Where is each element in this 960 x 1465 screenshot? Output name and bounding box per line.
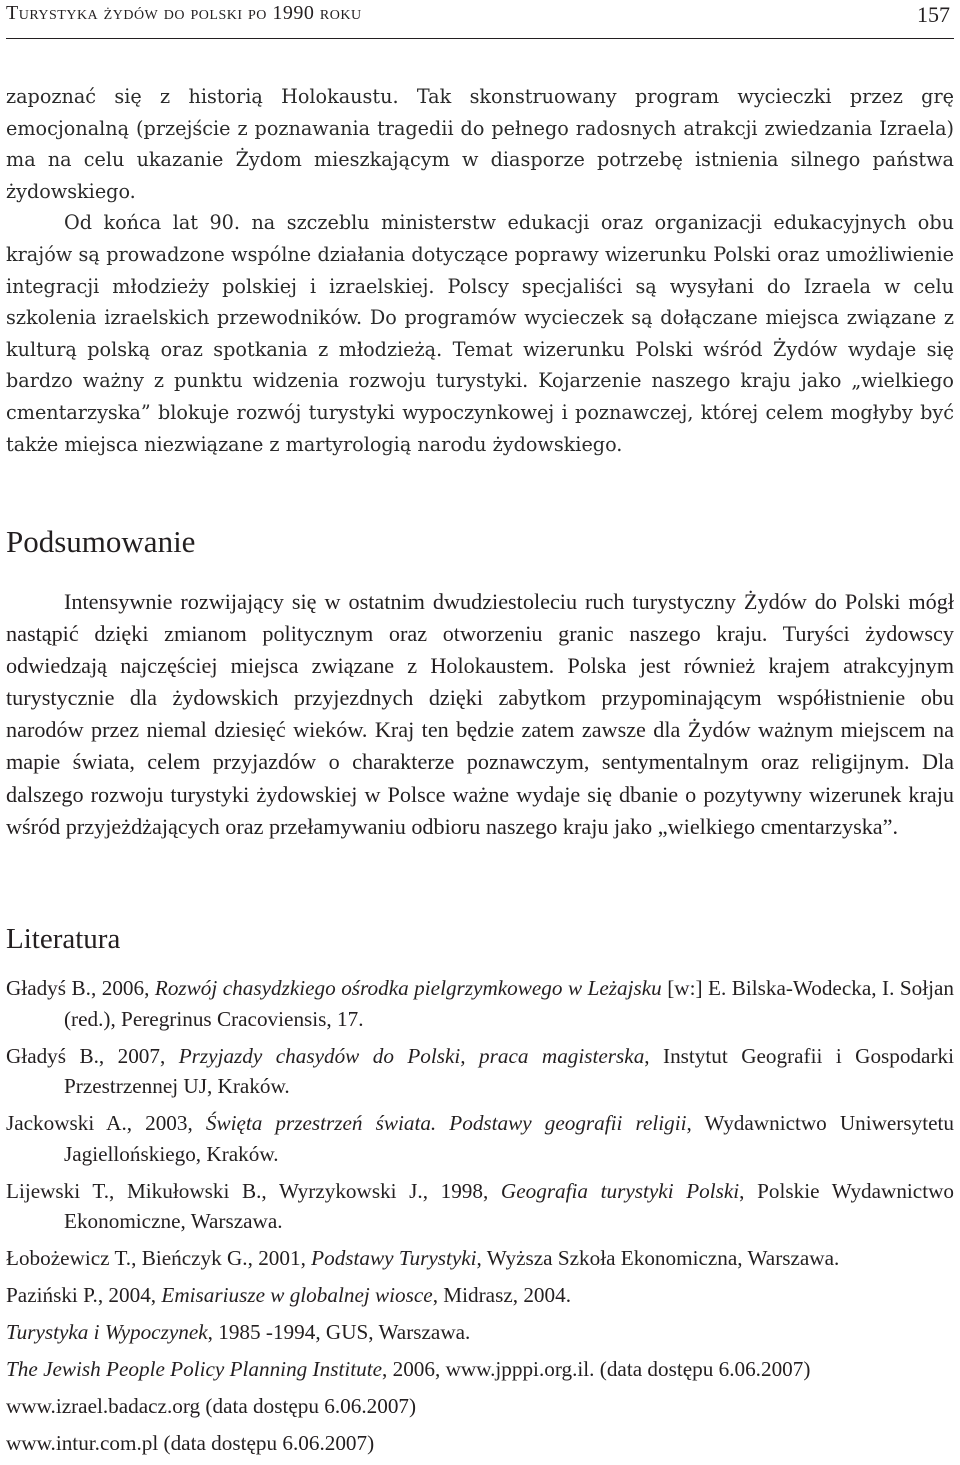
reference-item (6, 1176, 954, 1237)
reference-author: Jackowski A., 2003, (6, 1111, 206, 1135)
reference-details: , Wyższa Szkoła Ekonomiczna, Warszawa. (476, 1246, 840, 1270)
reference-author: Łobożewicz T., Bieńczyk G., 2001, (6, 1246, 312, 1270)
section-heading-summary: Podsumowanie (6, 524, 196, 559)
section-heading-literature: Literatura (6, 923, 121, 955)
reference-list (6, 973, 954, 1465)
reference-title: Święta przestrzeń świata. Podstawy geografii religii (205, 1111, 687, 1135)
reference-details: , Midrasz, 2004. (432, 1283, 571, 1307)
reference-item (6, 1108, 954, 1169)
reference-details: , 1985 -1994, GUS, Warszawa. (207, 1320, 471, 1344)
reference-item (6, 1243, 954, 1274)
running-header (6, 2, 954, 39)
reference-details: , Instytut Geografii i Gospodarki Przestrzennej UJ, Kraków. (64, 1043, 954, 1098)
reference-details: , 2006, www.jpppi.org.il. (data dostępu 6.06.2007) (382, 1357, 811, 1381)
intro-text (6, 81, 954, 460)
reference-item (6, 1354, 954, 1385)
reference-title: Emisariusze w globalnej wiosce (161, 1283, 433, 1307)
reference-url: www.izrael.badacz.org (data dostępu 6.06.2007) (6, 1394, 417, 1418)
reference-item (6, 1317, 954, 1348)
reference-title: Rozwój chasydzkiego ośrodka pielgrzymkowego w Leżajsku (154, 976, 662, 1000)
page-number: 157 (917, 2, 950, 27)
reference-item (6, 1280, 954, 1311)
reference-details: , Wydawnictwo Uniwersytetu Jagiellońskiego, Kraków. (64, 1111, 954, 1166)
reference-details: [w:] E. Bilska-Wodecka, I. Sołjan (red.), Peregrinus Cracoviensis, 17. (64, 976, 954, 1031)
paragraph: Intensywnie rozwijający się w ostatnim dwudziestoleciu ruch turystyczny Żydów do Polski mógł nastąpić dzięki zmianom politycznym oraz otworzeniu granic naszego kraju. Turyści żydowscy odwiedzają najczęściej miejsca związane z Holokaustem. Polska jest również krajem atrakcyjnym turystycznie dla żydowskich przyjezdnych dzięki zabytkom przypominającym współistnienie obu narodów przez niemal dziesięć wieków. Kraj ten będzie zatem zawsze dla Żydów ważnym miejscem na mapie świata, celem przyjazdów o charakterze poznawczym, sentymentalnym oraz religijnym. Dla dalszego rozwoju turystyki żydowskiej w Polsce ważne wydaje się dbanie o pozytywny wizerunek kraju wśród przyjeżdżających oraz przełamywaniu odbioru naszego kraju jako „wielkiego cmentarzyska”. (6, 589, 954, 839)
reference-title: Podstawy Turystyki (311, 1246, 477, 1270)
reference-title: Turystyka i Wypoczynek (6, 1320, 208, 1344)
summary-text (6, 586, 954, 843)
reference-title: Geografia turystyki Polski (500, 1178, 740, 1203)
reference-item (6, 973, 954, 1034)
reference-author: Paziński P., 2004, (6, 1283, 162, 1307)
reference-author: Gładyś B., 2007, (6, 1043, 179, 1068)
reference-details: , Polskie Wydawnictwo Ekonomiczne, Warszawa. (64, 1178, 954, 1233)
paragraph: Od końca lat 90. na szczeblu ministerstw edukacji oraz organizacji edukacyjnych obu krajów są prowadzone wspólne działania dotyczące poprawy wizerunku Polski oraz umożliwienie integracji młodzieży polskiej i izraelskiej. Polscy specjaliści są wysyłani do Izraela w celu szkolenia izraelskich przewodników. Do programów wycieczek są dołączane miejsca związane z kulturą polską oraz spotkania z młodzieżą. Temat wizerunku Polski wśród Żydów wydaje się bardzo ważny z punktu widzenia rozwoju turystyki. Kojarzenie naszego kraju jako „wielkiego cmentarzyska” blokuje rozwój turystyki wypoczynkowej i poznawczej, której celem mogłyby być także miejsca niezwiązane z martyrologią narodu żydowskiego. (6, 211, 954, 456)
reference-url: www.intur.com.pl (data dostępu 6.06.2007) (6, 1431, 375, 1455)
paragraph: zapoznać się z historią Holokaustu. Tak skonstruowany program wycieczki przez grę emocjonalną (przejście z poznawania tragedii do pełnego radosnych atrakcji zwiedzania Izraela) ma na celu ukazanie Żydom mieszkającym w diasporze potrzebę istnienia silnego państwa żydowskiego. (6, 85, 954, 203)
reference-item (6, 1428, 954, 1459)
reference-author: Lijewski T., Mikułowski B., Wyrzykowski J., 1998, (6, 1178, 501, 1203)
running-title: Turystyka żydów do polski po 1990 roku (6, 2, 362, 24)
reference-title: The Jewish People Policy Planning Institute (6, 1357, 382, 1381)
reference-item (6, 1391, 954, 1422)
reference-item (6, 1041, 954, 1102)
reference-title: Przyjazdy chasydów do Polski, praca magisterska (178, 1043, 645, 1068)
reference-author: Gładyś B., 2006, (6, 976, 155, 1000)
